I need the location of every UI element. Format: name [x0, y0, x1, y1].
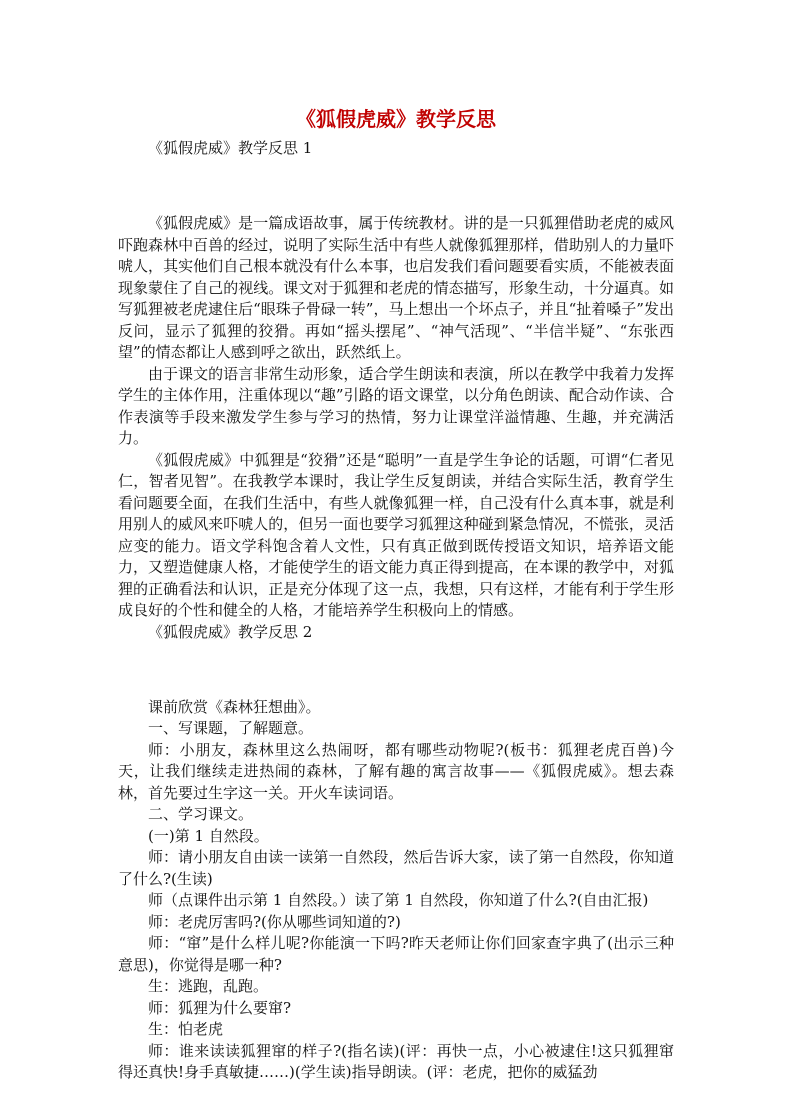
paragraph: 生：怕老虎	[148, 1020, 224, 1038]
document-body	[118, 138, 674, 1084]
paragraph: 师：小朋友，森林里这么热闹呀，都有哪些动物呢?(板书：狐狸老虎百兽)今天，让我们继续走进热闹的森林，了解有趣的寓言故事——《狐假虎威》。想去森林，首先要过生字这一关。开火车读词语。	[118, 740, 674, 802]
paragraph: 《狐假虎威》教学反思 2	[148, 622, 313, 641]
paragraph: 二、学习课文。	[148, 805, 254, 823]
paragraph: 《狐假虎威》教学反思 1	[148, 139, 313, 157]
blank-line	[118, 176, 674, 198]
paragraph: 生：逃跑，乱跑。	[148, 977, 269, 995]
paragraph: 师：“窜”是什么样儿呢?你能演一下吗?昨天老师让你们回家查字典了(出示三种意思)，你觉得是哪一种?	[118, 934, 674, 974]
paragraph: (一)第 1 自然段。	[148, 826, 269, 845]
paragraph: 《狐假虎威》中狐狸是“狡猾”还是“聪明”一直是学生争论的话题，可谓“仁者见仁，智者见智”。在我教学本课时，我让学生反复朗读，并结合实际生活，教育学生看问题要全面，在我们生活中，有些人就像狐狸一样，自己没有什么真本事，就是利用别人的威风来吓唬人的，但另一面也要学习狐狸这种碰到紧急情况，不慌张，灵活应变的能力。语文学科饱含着人文性，只有真正做到既传授语文知识，培养语文能力，又塑造健康人格，才能使学生的语文能力真正得到提高，在本课的教学中，对狐狸的正确看法和认识，正是充分体现了这一点，我想，只有这样，才能有利于学生形成良好的个性和健全的人格，才能培养学生积极向上的情感。	[118, 450, 674, 619]
paragraph: 师：狐狸为什么要窜?	[148, 998, 292, 1017]
paragraph: 师（点课件出示第 1 自然段。）读了第 1 自然段，你知道了什么?(自由汇报)	[148, 891, 649, 909]
paragraph: 师：请小朋友自由读一读第一自然段，然后告诉大家，读了第一自然段，你知道了什么?(生读)	[118, 848, 674, 888]
paragraph: 《狐假虎威》是一篇成语故事，属于传统教材。讲的是一只狐狸借助老虎的威风吓跑森林中百兽的经过，说明了实际生活中有些人就像狐狸那样，借助别人的力量吓唬人，其实他们自己根本就没有什么本事，也启发我们看问题要看实质，不能被表面现象蒙住了自己的视线。课文对于狐狸和老虎的情态描写，形象生动，十分逼真。如写狐狸被老虎逮住后“眼珠子骨碌一转”，马上想出一个坏点子，并且“扯着嗓子”发出反问，显示了狐狸的狡猾。再如“摇头摆尾”、“神气活现”、“半信半疑”、“东张西望”的情态都让人感到呼之欲出，跃然纸上。	[118, 214, 674, 361]
paragraph: 课前欣赏《森林狂想曲》。	[148, 697, 321, 716]
paragraph: 由于课文的语言非常生动形象，适合学生朗读和表演，所以在教学中我着力发挥学生的主体作用，注重体现以“趣”引路的语文课堂，以分角色朗读、配合动作读、合作表演等手段来激发学生参与学习的热情，努力让课堂洋溢情趣、生趣，并充满活力。	[118, 364, 674, 447]
blank-line	[118, 659, 674, 681]
paragraph: 师：老虎厉害吗?(你从哪些词知道的?)	[148, 912, 401, 931]
paragraph: 一、写课题，了解题意。	[148, 719, 314, 737]
paragraph: 师：谁来读读狐狸窜的样子?(指名读)(评：再快一点，小心被逮住!这只狐狸窜得还真快!身手真敏捷……)(学生读)指导朗读。(评：老虎，把你的威猛劲	[118, 1041, 674, 1081]
document-title: 《狐假虎威》教学反思	[296, 107, 496, 131]
